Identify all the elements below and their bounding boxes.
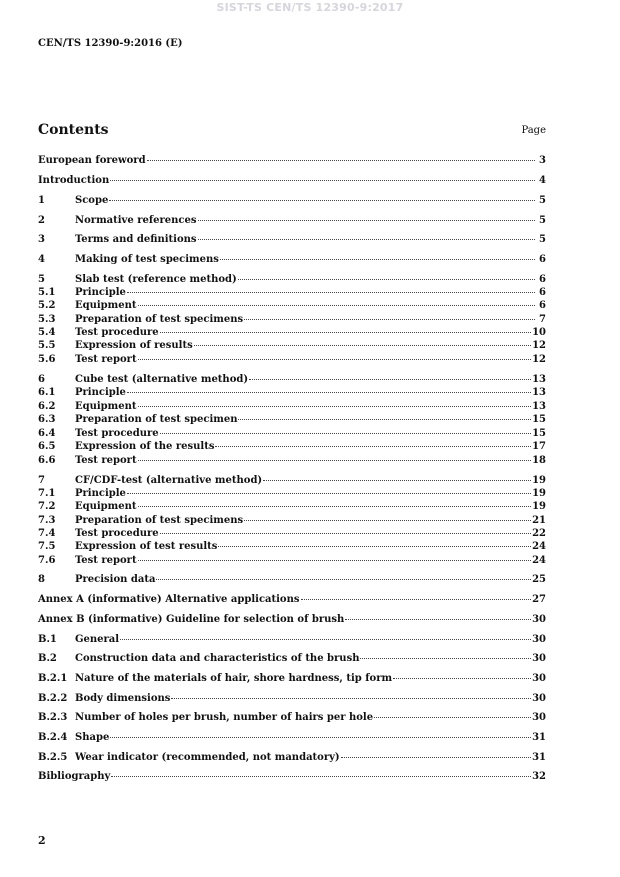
toc-entry-title: European foreword	[38, 155, 146, 166]
toc-entry-title: Equipment	[75, 501, 137, 512]
toc-dot-leader	[110, 179, 535, 181]
toc-entry-number: 7.6	[38, 555, 56, 566]
toc-entry-page: 31	[532, 732, 546, 743]
toc-entry-number: 7.2	[38, 501, 56, 512]
toc-entry[interactable]	[38, 414, 546, 427]
toc-entry-title: Bibliography	[38, 771, 111, 782]
toc-entry-title: Principle	[75, 387, 126, 398]
toc-entry[interactable]	[38, 501, 546, 514]
toc-entry-title: Annex B (informative) Guideline for selection of brush	[38, 614, 345, 625]
toc-entry-page: 15	[532, 414, 546, 425]
toc-entry[interactable]	[38, 515, 546, 528]
page-column-label: Page	[521, 125, 546, 136]
toc-dot-leader	[160, 532, 531, 534]
toc-entry[interactable]	[38, 287, 546, 300]
toc-dot-leader	[263, 479, 531, 481]
toc-entry-title: Wear indicator (recommended, not mandatory)	[75, 752, 340, 763]
toc-entry-page: 30	[532, 693, 546, 704]
toc-entry[interactable]	[38, 254, 546, 267]
toc-entry-page: 30	[532, 653, 546, 664]
toc-entry[interactable]	[38, 634, 546, 647]
toc-entry[interactable]	[38, 387, 546, 400]
toc-entry-title: Equipment	[75, 300, 137, 311]
toc-entry-number: 6.6	[38, 455, 56, 466]
toc-entry-page: 30	[532, 712, 546, 723]
toc-entry[interactable]	[38, 732, 546, 745]
toc-entry-number: 5.5	[38, 340, 56, 351]
toc-entry-number: B.1	[38, 634, 57, 645]
toc-entry[interactable]	[38, 234, 546, 247]
toc-entry[interactable]	[38, 541, 546, 554]
toc-entry-page: 24	[532, 541, 546, 552]
toc-entry-number: 6.2	[38, 401, 56, 412]
toc-entry-page: 21	[532, 515, 546, 526]
toc-entry[interactable]	[38, 455, 546, 468]
toc-dot-leader	[244, 519, 531, 521]
toc-dot-leader	[360, 657, 531, 659]
toc-entry[interactable]	[38, 555, 546, 568]
toc-entry[interactable]	[38, 155, 546, 168]
toc-dot-leader	[138, 505, 532, 507]
toc-entry-page: 6	[539, 254, 546, 265]
toc-entry-page: 12	[532, 354, 546, 365]
toc-entry-page: 13	[532, 374, 546, 385]
toc-dot-leader	[194, 344, 531, 346]
toc-entry-title: Expression of results	[75, 340, 193, 351]
toc-entry-number: 2	[38, 215, 45, 226]
toc-dot-leader	[138, 559, 532, 561]
toc-entry-title: Body dimensions	[75, 693, 171, 704]
toc-entry[interactable]	[38, 428, 546, 441]
toc-entry-page: 13	[532, 387, 546, 398]
toc-entry-title: Cube test (alternative method)	[75, 374, 249, 385]
toc-dot-leader	[127, 291, 535, 293]
toc-entry-page: 24	[532, 555, 546, 566]
toc-dot-leader	[160, 432, 531, 434]
toc-entry-number: 7.1	[38, 488, 56, 499]
toc-entry-number: 5.3	[38, 314, 56, 325]
toc-dot-leader	[171, 697, 531, 699]
toc-entry-number: B.2.5	[38, 752, 68, 763]
toc-entry-number: 7.5	[38, 541, 56, 552]
toc-entry-number: 5	[38, 274, 45, 285]
toc-entry-number: B.2	[38, 653, 57, 664]
toc-dot-leader	[138, 459, 532, 461]
toc-entry-number: 3	[38, 234, 45, 245]
toc-dot-leader	[138, 405, 532, 407]
toc-entry-page: 30	[532, 614, 546, 625]
toc-entry[interactable]	[38, 693, 546, 706]
toc-dot-leader	[109, 199, 535, 201]
toc-entry-page: 22	[532, 528, 546, 539]
toc-entry-page: 4	[539, 175, 546, 186]
toc-dot-leader	[238, 278, 535, 280]
toc-entry-title: Test procedure	[75, 327, 159, 338]
toc-entry-page: 3	[539, 155, 546, 166]
toc-entry-number: 4	[38, 254, 45, 265]
toc-entry-page: 32	[532, 771, 546, 782]
toc-dot-leader	[120, 638, 531, 640]
toc-dot-leader	[218, 545, 531, 547]
toc-entry-number: 8	[38, 574, 45, 585]
toc-entry-page: 15	[532, 428, 546, 439]
toc-entry[interactable]	[38, 314, 546, 327]
toc-entry-number: 5.4	[38, 327, 56, 338]
toc-entry-page: 19	[532, 475, 546, 486]
toc-entry[interactable]	[38, 327, 546, 340]
contents-title: Contents	[38, 122, 109, 138]
toc-dot-leader	[301, 598, 532, 600]
toc-entry-title: Test procedure	[75, 528, 159, 539]
toc-dot-leader	[138, 358, 532, 360]
toc-entry[interactable]	[38, 340, 546, 353]
toc-entry-page: 30	[532, 673, 546, 684]
toc-entry-title: Making of test specimens	[75, 254, 219, 265]
toc-entry-title: CF/CDF-test (alternative method)	[75, 475, 263, 486]
toc-entry[interactable]	[38, 488, 546, 501]
toc-entry-title: Preparation of test specimens	[75, 515, 244, 526]
toc-entry[interactable]	[38, 475, 546, 488]
toc-entry-number: 5.2	[38, 300, 56, 311]
toc-entry-title: Expression of the results	[75, 441, 215, 452]
toc-entry-title: Preparation of test specimen	[75, 414, 238, 425]
watermark: SIST-TS CEN/TS 12390-9:2017	[216, 1, 404, 14]
toc-entry-title: Scope	[75, 195, 109, 206]
toc-entry-number: 6.1	[38, 387, 56, 398]
toc-entry[interactable]	[38, 752, 546, 765]
toc-entry-title: Equipment	[75, 401, 137, 412]
toc-entry-number: 5.6	[38, 354, 56, 365]
toc-dot-leader	[215, 445, 531, 447]
toc-entry-page: 19	[532, 488, 546, 499]
toc-entry-page: 7	[539, 314, 546, 325]
toc-dot-leader	[374, 716, 531, 718]
toc-entry[interactable]	[38, 712, 546, 725]
toc-entry-page: 25	[532, 574, 546, 585]
toc-dot-leader	[156, 578, 531, 580]
toc-entry-number: 5.1	[38, 287, 56, 298]
toc-entry-page: 17	[532, 441, 546, 452]
toc-dot-leader	[127, 391, 531, 393]
toc-entry[interactable]	[38, 614, 546, 627]
toc-dot-leader	[147, 159, 535, 161]
toc-entry-page: 6	[539, 300, 546, 311]
toc-entry-number: 6.4	[38, 428, 56, 439]
toc-entry-number: B.2.1	[38, 673, 68, 684]
toc-entry-page: 5	[539, 195, 546, 206]
toc-entry-title: Principle	[75, 488, 126, 499]
toc-dot-leader	[160, 331, 531, 333]
toc-entry-page: 5	[539, 234, 546, 245]
toc-entry-title: Test report	[75, 455, 137, 466]
toc-entry-number: 6.5	[38, 441, 56, 452]
toc-entry-page: 30	[532, 634, 546, 645]
page-number: 2	[38, 834, 46, 847]
toc-entry-page: 5	[539, 215, 546, 226]
toc-entry-title: Number of holes per brush, number of hairs per hole	[75, 712, 374, 723]
toc-entry[interactable]	[38, 528, 546, 541]
toc-entry-number: 7.3	[38, 515, 56, 526]
toc-dot-leader	[238, 418, 531, 420]
toc-dot-leader	[345, 618, 531, 620]
toc-entry-number: 7.4	[38, 528, 56, 539]
toc-entry[interactable]	[38, 374, 546, 387]
toc-entry-title: Principle	[75, 287, 126, 298]
toc-entry[interactable]	[38, 441, 546, 454]
toc-entry-number: B.2.4	[38, 732, 68, 743]
toc-entry-title: Nature of the materials of hair, shore hardness, tip form	[75, 673, 393, 684]
toc-entry-title: Introduction	[38, 175, 110, 186]
toc-entry-page: 12	[532, 340, 546, 351]
toc-entry-number: 6.3	[38, 414, 56, 425]
toc-dot-leader	[249, 378, 531, 380]
toc-entry-number: B.2.3	[38, 712, 68, 723]
toc-entry-page: 31	[532, 752, 546, 763]
toc-entry-title: Test report	[75, 555, 137, 566]
toc-entry-number: 1	[38, 195, 45, 206]
toc-entry-title: Construction data and characteristics of the brush	[75, 653, 360, 664]
toc-entry-title: Test procedure	[75, 428, 159, 439]
toc-dot-leader	[138, 304, 535, 306]
toc-entry-title: Normative references	[75, 215, 197, 226]
toc-entry-page: 18	[532, 455, 546, 466]
toc-entry-page: 13	[532, 401, 546, 412]
toc-entry[interactable]	[38, 653, 546, 666]
toc-entry[interactable]	[38, 274, 546, 287]
toc-dot-leader	[198, 219, 536, 221]
toc-entry-title: Terms and definitions	[75, 234, 197, 245]
toc-entry-title: Slab test (reference method)	[75, 274, 237, 285]
toc-entry-title: Test report	[75, 354, 137, 365]
toc-entry[interactable]	[38, 771, 546, 784]
toc-entry-title: Preparation of test specimens	[75, 314, 244, 325]
toc-entry-number: 6	[38, 374, 45, 385]
toc-entry-page: 19	[532, 501, 546, 512]
toc-entry-page: 6	[539, 274, 546, 285]
toc-entry[interactable]	[38, 594, 546, 607]
toc-dot-leader	[244, 318, 535, 320]
toc-dot-leader	[110, 736, 531, 738]
toc-entry[interactable]	[38, 401, 546, 414]
toc-dot-leader	[127, 492, 531, 494]
toc-entry-title: Expression of test results	[75, 541, 218, 552]
toc-entry-title: General	[75, 634, 120, 645]
toc-entry-number: B.2.2	[38, 693, 68, 704]
toc-dot-leader	[341, 756, 531, 758]
toc-entry-page: 27	[532, 594, 546, 605]
toc-entry[interactable]	[38, 215, 546, 228]
toc-entry[interactable]	[38, 354, 546, 367]
toc-entry-title: Precision data	[75, 574, 156, 585]
toc-entry[interactable]	[38, 175, 546, 188]
toc-entry-title: Annex A (informative) Alternative applications	[38, 594, 300, 605]
toc-entry[interactable]	[38, 195, 546, 208]
toc-dot-leader	[111, 775, 531, 777]
toc-dot-leader	[220, 258, 535, 260]
toc-entry-title: Shape	[75, 732, 110, 743]
toc-entry[interactable]	[38, 673, 546, 686]
toc-dot-leader	[198, 238, 535, 240]
toc-entry-number: 7	[38, 475, 45, 486]
toc-entry[interactable]	[38, 574, 546, 587]
toc-dot-leader	[393, 677, 531, 679]
toc-entry[interactable]	[38, 300, 546, 313]
document-id: CEN/TS 12390-9:2016 (E)	[38, 38, 183, 49]
toc-entry-page: 6	[539, 287, 546, 298]
toc-entry-page: 10	[532, 327, 546, 338]
